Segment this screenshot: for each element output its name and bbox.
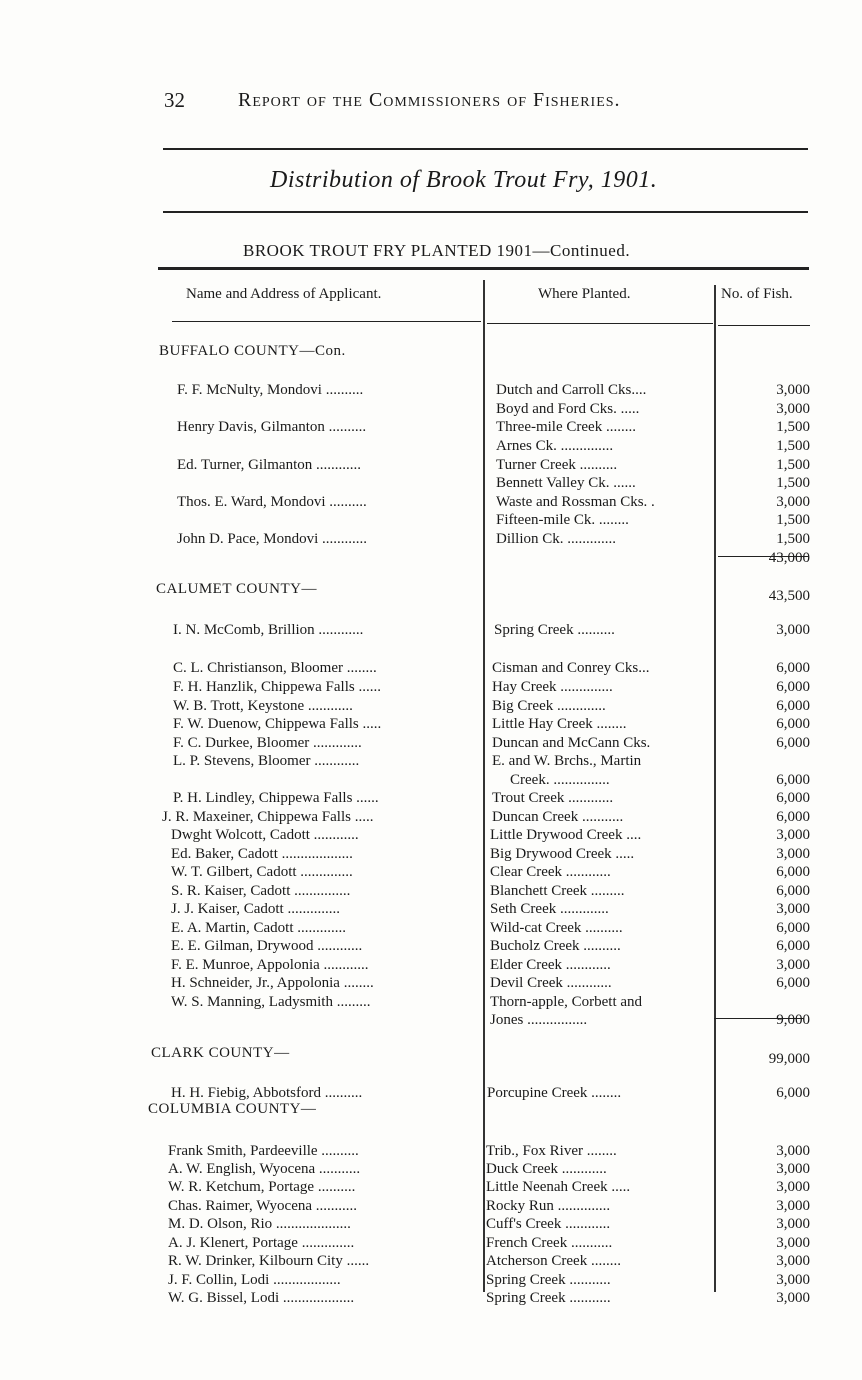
- fish-count-cell: 6,000: [776, 975, 810, 991]
- table-caption: BROOK TROUT FRY PLANTED 1901—Continued.: [243, 241, 631, 260]
- fish-count-cell: 6,000: [776, 938, 810, 954]
- fish-count-cell: 3,000: [776, 1161, 810, 1177]
- fish-count-cell: 3,000: [776, 1143, 810, 1159]
- fish-count-cell: 1,500: [776, 438, 810, 454]
- header-underline-where: [487, 323, 713, 324]
- applicant-cell: L. P. Stevens, Bloomer ............: [173, 753, 360, 769]
- where-planted-cell: Spring Creek ..........: [494, 622, 615, 638]
- fish-count-cell: 3,000: [776, 622, 810, 638]
- column-header-name: Name and Address of Applicant.: [186, 286, 382, 302]
- applicant-cell: M. D. Olson, Rio ....................: [168, 1216, 351, 1232]
- header-rule-bottom: [163, 211, 808, 213]
- where-planted-cell: Devil Creek ............: [490, 975, 612, 991]
- where-planted-cell: Elder Creek ............: [490, 957, 611, 973]
- fish-count-cell: 1,500: [776, 457, 810, 473]
- where-planted-cell: Little Drywood Creek ....: [490, 827, 642, 843]
- applicant-cell: P. H. Lindley, Chippewa Falls ......: [173, 790, 379, 806]
- applicant-cell: Chas. Raimer, Wyocena ...........: [168, 1198, 358, 1214]
- county-heading: CLARK COUNTY—: [151, 1045, 290, 1061]
- where-planted-cell: Arnes Ck. ..............: [496, 438, 614, 454]
- applicant-cell: F. E. Munroe, Appolonia ............: [171, 957, 369, 973]
- where-planted-cell: Duncan Creek ...........: [492, 809, 624, 825]
- where-planted-cell: Big Creek .............: [492, 698, 606, 714]
- applicant-cell: A. W. English, Wyocena ...........: [168, 1161, 361, 1177]
- where-planted-cell: Wild-cat Creek ..........: [490, 920, 623, 936]
- fish-count-cell: 3,000: [776, 1235, 810, 1251]
- fish-count-cell: 3,000: [776, 1253, 810, 1269]
- table-top-rule: [158, 267, 809, 270]
- fish-count-cell: 6,000: [776, 716, 810, 732]
- fish-count-cell: 6,000: [776, 864, 810, 880]
- fish-count-cell: 6,000: [776, 920, 810, 936]
- applicant-cell: F. F. McNulty, Mondovi ..........: [177, 382, 364, 398]
- where-planted-cell: Spring Creek ...........: [486, 1272, 611, 1288]
- fish-count-cell: 6,000: [776, 809, 810, 825]
- where-planted-cell: French Creek ...........: [486, 1235, 613, 1251]
- fish-count-cell: 6,000: [776, 698, 810, 714]
- fish-count-cell: 6,000: [776, 1085, 810, 1101]
- where-planted-cell: Trib., Fox River ........: [486, 1143, 617, 1159]
- where-planted-cell: Cuff's Creek ............: [486, 1216, 611, 1232]
- applicant-cell: F. W. Duenow, Chippewa Falls .....: [173, 716, 382, 732]
- header-underline-name: [172, 321, 481, 322]
- fish-count-cell: 3,000: [776, 401, 810, 417]
- fish-count-cell: 6,000: [776, 679, 810, 695]
- fish-count-cell: 3,000: [776, 382, 810, 398]
- applicant-cell: J. J. Kaiser, Cadott ..............: [171, 901, 340, 917]
- fish-count-cell: 99,000: [768, 1051, 810, 1067]
- where-planted-cell: Turner Creek ..........: [496, 457, 618, 473]
- applicant-cell: Thos. E. Ward, Mondovi ..........: [177, 494, 367, 510]
- applicant-cell: W. S. Manning, Ladysmith .........: [171, 994, 371, 1010]
- fish-count-cell: 1,500: [776, 419, 810, 435]
- fish-count-cell: 3,000: [776, 1272, 810, 1288]
- county-heading: BUFFALO COUNTY—Con.: [159, 343, 346, 359]
- fish-count-cell: 1,500: [776, 475, 810, 491]
- fish-count-cell: 3,000: [776, 846, 810, 862]
- applicant-cell: Ed. Turner, Gilmanton ............: [177, 457, 361, 473]
- applicant-cell: J. F. Collin, Lodi ..................: [168, 1272, 341, 1288]
- where-planted-cell: Thorn-apple, Corbett and: [490, 994, 643, 1010]
- column-header-where: Where Planted.: [538, 286, 631, 302]
- fish-count-cell: 1,500: [776, 512, 810, 528]
- where-planted-cell: Waste and Rossman Cks. .: [496, 494, 655, 510]
- applicant-cell: W. R. Ketchum, Portage ..........: [168, 1179, 356, 1195]
- where-planted-cell: E. and W. Brchs., Martin: [492, 753, 642, 769]
- where-planted-cell: Bennett Valley Ck. ......: [496, 475, 636, 491]
- where-planted-cell: Dutch and Carroll Cks....: [496, 382, 647, 398]
- applicant-cell: I. N. McComb, Brillion ............: [173, 622, 364, 638]
- fish-count-cell: 1,500: [776, 531, 810, 547]
- where-planted-cell: Big Drywood Creek .....: [490, 846, 635, 862]
- where-planted-cell: Spring Creek ...........: [486, 1290, 611, 1306]
- applicant-cell: E. E. Gilman, Drywood ............: [171, 938, 363, 954]
- where-planted-cell: Little Neenah Creek .....: [486, 1179, 631, 1195]
- where-planted-cell: Atcherson Creek ........: [486, 1253, 621, 1269]
- fish-count-cell: 3,000: [776, 901, 810, 917]
- fish-count-cell: 43,000: [768, 550, 810, 566]
- applicant-cell: H. Schneider, Jr., Appolonia ........: [171, 975, 374, 991]
- where-planted-cell: Duck Creek ............: [486, 1161, 607, 1177]
- fish-count-cell: 3,000: [776, 827, 810, 843]
- where-planted-cell: Dillion Ck. .............: [496, 531, 617, 547]
- running-header: Report of the Commissioners of Fisheries.: [238, 89, 621, 111]
- applicant-cell: W. B. Trott, Keystone ............: [173, 698, 353, 714]
- where-planted-cell: Bucholz Creek ..........: [490, 938, 621, 954]
- applicant-cell: S. R. Kaiser, Cadott ...............: [171, 883, 351, 899]
- where-planted-cell: Three-mile Creek ........: [496, 419, 636, 435]
- applicant-cell: J. R. Maxeiner, Chippewa Falls .....: [162, 809, 374, 825]
- where-planted-cell: Duncan and McCann Cks.: [492, 735, 651, 751]
- where-planted-cell: Blanchett Creek .........: [490, 883, 625, 899]
- applicant-cell: John D. Pace, Mondovi ............: [177, 531, 367, 547]
- fish-count-cell: 6,000: [776, 790, 810, 806]
- applicant-cell: F. C. Durkee, Bloomer .............: [173, 735, 362, 751]
- fish-count-cell: 3,000: [776, 1198, 810, 1214]
- applicant-cell: Henry Davis, Gilmanton ..........: [177, 419, 367, 435]
- where-planted-cell: Cisman and Conrey Cks...: [492, 660, 650, 676]
- where-planted-cell: Little Hay Creek ........: [492, 716, 627, 732]
- applicant-cell: F. H. Hanzlik, Chippewa Falls ......: [173, 679, 381, 695]
- fish-count-cell: 3,000: [776, 1216, 810, 1232]
- where-planted-cell: Jones ................: [490, 1012, 588, 1028]
- applicant-cell: H. H. Fiebig, Abbotsford ..........: [171, 1085, 363, 1101]
- applicant-cell: C. L. Christianson, Bloomer ........: [173, 660, 377, 676]
- applicant-cell: Ed. Baker, Cadott ...................: [171, 846, 353, 862]
- header-rule-top: [163, 148, 808, 150]
- header-underline-fish: [718, 325, 810, 326]
- where-planted-cell: Seth Creek .............: [490, 901, 609, 917]
- where-planted-cell: Porcupine Creek ........: [487, 1085, 622, 1101]
- column-divider-2: [714, 285, 716, 1292]
- applicant-cell: Frank Smith, Pardeeville ..........: [168, 1143, 359, 1159]
- where-planted-cell: Hay Creek ..............: [492, 679, 613, 695]
- where-planted-cell: Creek. ...............: [510, 772, 610, 788]
- fish-count-cell: 6,000: [776, 772, 810, 788]
- fish-count-cell: 3,000: [776, 957, 810, 973]
- fish-count-cell: 3,000: [776, 494, 810, 510]
- applicant-cell: E. A. Martin, Cadott .............: [171, 920, 346, 936]
- fish-count-cell: 6,000: [776, 660, 810, 676]
- applicant-cell: R. W. Drinker, Kilbourn City ......: [168, 1253, 370, 1269]
- applicant-cell: W. G. Bissel, Lodi ...................: [168, 1290, 355, 1306]
- section-title: Distribution of Brook Trout Fry, 1901.: [270, 167, 658, 193]
- fish-count-cell: 9,000: [776, 1012, 810, 1028]
- where-planted-cell: Trout Creek ............: [492, 790, 614, 806]
- county-heading: COLUMBIA COUNTY—: [148, 1101, 317, 1117]
- where-planted-cell: Boyd and Ford Cks. .....: [496, 401, 640, 417]
- column-divider-1: [483, 280, 485, 1292]
- applicant-cell: W. T. Gilbert, Cadott ..............: [171, 864, 353, 880]
- where-planted-cell: Clear Creek ............: [490, 864, 611, 880]
- where-planted-cell: Rocky Run ..............: [486, 1198, 611, 1214]
- fish-count-cell: 6,000: [776, 735, 810, 751]
- fish-count-cell: 6,000: [776, 883, 810, 899]
- applicant-cell: A. J. Klenert, Portage ..............: [168, 1235, 355, 1251]
- county-heading: CALUMET COUNTY—: [156, 581, 317, 597]
- applicant-cell: Dwght Wolcott, Cadott ............: [171, 827, 359, 843]
- fish-count-cell: 3,000: [776, 1179, 810, 1195]
- page-number: 32: [164, 88, 185, 112]
- column-header-fish: No. of Fish.: [721, 286, 793, 302]
- where-planted-cell: Fifteen-mile Ck. ........: [496, 512, 629, 528]
- fish-count-cell: 43,500: [768, 588, 810, 604]
- fish-count-cell: 3,000: [776, 1290, 810, 1306]
